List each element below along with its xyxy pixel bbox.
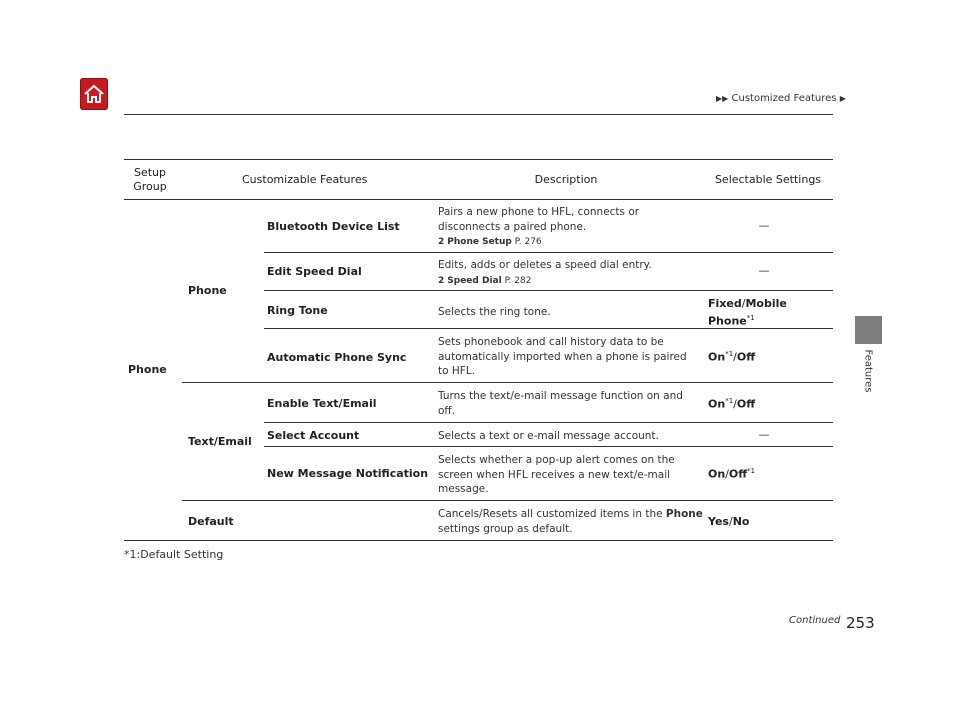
breadcrumb-arrow-icon: ▶▶	[716, 94, 729, 103]
default-marker: *1	[725, 397, 734, 405]
group-label-phone: Phone	[128, 363, 167, 376]
footnote: *1:Default Setting	[124, 548, 224, 561]
subgroup-divider	[182, 382, 833, 383]
description-text: Pairs a new phone to HFL, connects or disconnects a paired phone.	[438, 206, 640, 233]
setting-option: Mobile Phone	[708, 297, 787, 328]
default-marker: *1	[747, 467, 756, 475]
feature-bluetooth-device-list: Bluetooth Device List	[267, 220, 400, 233]
setting-separator: /	[725, 467, 729, 481]
header-description: Description	[534, 173, 598, 186]
reference-label: Speed Dial	[447, 275, 502, 286]
reference-label: Phone Setup	[447, 237, 512, 247]
setting-option: Fixed	[708, 297, 742, 310]
reference-page: P. 276	[514, 237, 542, 247]
description-edit-speed-dial	[438, 258, 683, 288]
side-tab-label: Features	[862, 349, 874, 393]
feature-ring-tone: Ring Tone	[267, 304, 328, 317]
reference-page: P. 282	[504, 275, 532, 286]
feature-default: Default	[188, 515, 234, 528]
description-text: settings group as default.	[438, 522, 573, 535]
table-top-rule	[124, 159, 833, 160]
row-divider	[264, 252, 833, 253]
reference-arrow-icon: 2	[438, 237, 445, 247]
description-text: Cancels/Resets all customized items in the	[438, 508, 663, 520]
setting-option: On	[708, 350, 726, 364]
header-customizable-features: Customizable Features	[242, 173, 368, 186]
setting-option: On	[708, 467, 726, 481]
setting-enable-text-email	[708, 397, 755, 411]
side-tab-marker	[855, 316, 882, 344]
setting-ring-tone	[708, 296, 818, 329]
row-divider	[264, 446, 833, 447]
description-default	[438, 507, 703, 536]
description-new-message-notification: Selects whether a pop-up alert comes on the screen when HFL receives a new text/e-mail message.	[438, 454, 675, 495]
description-automatic-phone-sync: Sets phonebook and call history data to be automatically imported when a phone is paired to HFL.	[438, 336, 687, 377]
setting-new-message-notification	[708, 467, 755, 481]
subgroup-divider	[182, 500, 833, 501]
row-divider	[264, 328, 833, 329]
feature-enable-text-email: Enable Text/Email	[267, 397, 377, 410]
reference-arrow-icon: 2	[438, 275, 445, 286]
setting-option: Yes	[708, 515, 729, 528]
setting-none: —	[758, 428, 770, 441]
setting-automatic-phone-sync	[708, 350, 755, 364]
setting-option: Off	[736, 350, 756, 364]
setting-default	[708, 515, 749, 528]
description-emphasis: Phone	[665, 508, 703, 520]
feature-automatic-phone-sync: Automatic Phone Sync	[267, 351, 407, 364]
table-bottom-rule	[124, 540, 833, 541]
page-number: 253	[846, 614, 875, 632]
default-marker: *1	[746, 314, 755, 322]
cross-reference[interactable]	[438, 235, 683, 250]
subgroup-label-text-email: Text/Email	[188, 435, 252, 448]
description-select-account: Selects a text or e-mail message account.	[438, 430, 659, 442]
feature-select-account: Select Account	[267, 429, 360, 442]
header-rule	[124, 114, 833, 115]
setting-option: No	[732, 515, 750, 528]
setting-separator: /	[728, 515, 733, 528]
header-setup-group: Setup Group	[133, 166, 167, 193]
setting-option: Off	[728, 467, 748, 481]
breadcrumb-label: Customized Features	[731, 93, 837, 104]
setting-separator: /	[733, 350, 737, 364]
table-header-rule	[124, 199, 833, 200]
default-marker: *1	[725, 350, 734, 358]
row-divider	[264, 290, 833, 291]
description-ring-tone: Selects the ring tone.	[438, 306, 551, 318]
description-bluetooth-device-list	[438, 205, 683, 250]
description-text: Edits, adds or deletes a speed dial entry.	[438, 259, 652, 271]
subgroup-label-phone: Phone	[188, 284, 227, 297]
feature-new-message-notification: New Message Notification	[267, 467, 429, 480]
setting-separator: /	[741, 297, 746, 310]
feature-edit-speed-dial: Edit Speed Dial	[267, 265, 362, 278]
setting-option: On	[708, 397, 726, 411]
setting-option: Off	[736, 397, 756, 411]
setting-none: —	[758, 219, 770, 232]
row-divider	[264, 422, 833, 423]
header-selectable-settings: Selectable Settings	[714, 173, 822, 186]
breadcrumb[interactable]	[716, 93, 846, 104]
breadcrumb-arrow-icon: ▶	[839, 94, 846, 103]
home-icon	[83, 83, 105, 105]
setting-none: —	[758, 264, 770, 277]
setting-separator: /	[733, 397, 737, 411]
cross-reference[interactable]	[438, 274, 683, 289]
home-button[interactable]	[80, 78, 108, 110]
description-enable-text-email: Turns the text/e-mail message function on and off.	[438, 390, 683, 417]
continued-label: Continued	[789, 615, 841, 626]
